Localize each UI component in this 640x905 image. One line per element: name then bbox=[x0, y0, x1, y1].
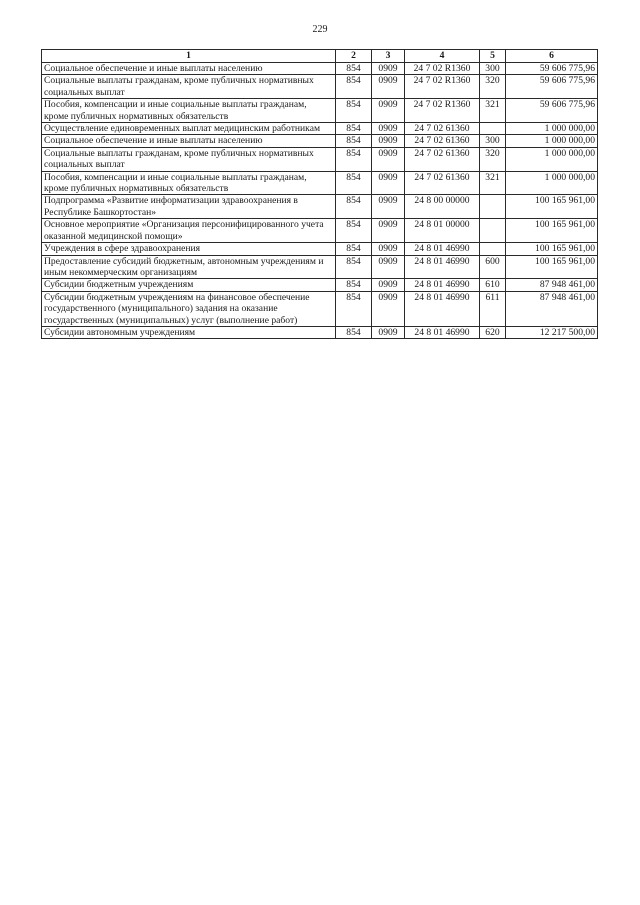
table-row bbox=[42, 291, 598, 326]
ministry-code-cell: 854 bbox=[336, 123, 372, 135]
section-code-cell: 0909 bbox=[372, 219, 405, 243]
table-header-row bbox=[42, 50, 598, 63]
target-article-cell: 24 7 02 R1360 bbox=[405, 75, 480, 99]
expense-type-cell: 321 bbox=[480, 99, 506, 123]
ministry-code-cell: 854 bbox=[336, 75, 372, 99]
item-name-cell: Социальное обеспечение и иные выплаты населению bbox=[42, 135, 336, 147]
item-name-cell: Субсидии бюджетным учреждениям на финансовое обеспечение государственного (муниципального) задания на оказание государственных (муниципальных) услуг (выполнение работ) bbox=[42, 291, 336, 326]
expense-type-cell bbox=[480, 195, 506, 219]
expense-type-cell: 320 bbox=[480, 147, 506, 171]
target-article-cell: 24 8 01 46990 bbox=[405, 255, 480, 279]
item-name-cell: Социальное обеспечение и иные выплаты населению bbox=[42, 63, 336, 75]
ministry-code-cell: 854 bbox=[336, 171, 372, 195]
section-code-cell: 0909 bbox=[372, 243, 405, 255]
expense-type-cell: 620 bbox=[480, 326, 506, 338]
target-article-cell: 24 7 02 R1360 bbox=[405, 63, 480, 75]
amount-cell: 1 000 000,00 bbox=[506, 135, 598, 147]
ministry-code-cell: 854 bbox=[336, 326, 372, 338]
amount-cell: 100 165 961,00 bbox=[506, 255, 598, 279]
ministry-code-cell: 854 bbox=[336, 135, 372, 147]
amount-cell: 59 606 775,96 bbox=[506, 75, 598, 99]
item-name-cell: Пособия, компенсации и иные социальные выплаты гражданам, кроме публичных нормативных обязательств bbox=[42, 171, 336, 195]
table-row bbox=[42, 171, 598, 195]
column-header: 2 bbox=[336, 50, 372, 63]
amount-cell: 87 948 461,00 bbox=[506, 291, 598, 326]
table-row bbox=[42, 135, 598, 147]
column-header: 3 bbox=[372, 50, 405, 63]
item-name-cell: Социальные выплаты гражданам, кроме публичных нормативных социальных выплат bbox=[42, 75, 336, 99]
amount-cell: 100 165 961,00 bbox=[506, 219, 598, 243]
amount-cell: 1 000 000,00 bbox=[506, 147, 598, 171]
target-article-cell: 24 7 02 61360 bbox=[405, 123, 480, 135]
section-code-cell: 0909 bbox=[372, 75, 405, 99]
item-name-cell: Пособия, компенсации и иные социальные выплаты гражданам, кроме публичных нормативных обязательств bbox=[42, 99, 336, 123]
table-row bbox=[42, 99, 598, 123]
section-code-cell: 0909 bbox=[372, 63, 405, 75]
item-name-cell: Социальные выплаты гражданам, кроме публичных нормативных социальных выплат bbox=[42, 147, 336, 171]
target-article-cell: 24 8 00 00000 bbox=[405, 195, 480, 219]
expense-type-cell bbox=[480, 219, 506, 243]
ministry-code-cell: 854 bbox=[336, 99, 372, 123]
amount-cell: 100 165 961,00 bbox=[506, 243, 598, 255]
expense-type-cell: 300 bbox=[480, 135, 506, 147]
table-row bbox=[42, 255, 598, 279]
ministry-code-cell: 854 bbox=[336, 255, 372, 279]
ministry-code-cell: 854 bbox=[336, 219, 372, 243]
ministry-code-cell: 854 bbox=[336, 147, 372, 171]
table-row bbox=[42, 75, 598, 99]
ministry-code-cell: 854 bbox=[336, 63, 372, 75]
column-header: 5 bbox=[480, 50, 506, 63]
section-code-cell: 0909 bbox=[372, 195, 405, 219]
expense-type-cell: 611 bbox=[480, 291, 506, 326]
page-number: 229 bbox=[312, 24, 328, 35]
item-name-cell: Учреждения в сфере здравоохранения bbox=[42, 243, 336, 255]
expense-type-cell: 610 bbox=[480, 279, 506, 291]
amount-cell: 1 000 000,00 bbox=[506, 123, 598, 135]
amount-cell: 87 948 461,00 bbox=[506, 279, 598, 291]
item-name-cell: Субсидии бюджетным учреждениям bbox=[42, 279, 336, 291]
item-name-cell: Предоставление субсидий бюджетным, автономным учреждениям и иным некоммерческим организациям bbox=[42, 255, 336, 279]
ministry-code-cell: 854 bbox=[336, 195, 372, 219]
budget-table bbox=[41, 49, 598, 339]
table-row bbox=[42, 195, 598, 219]
amount-cell: 59 606 775,96 bbox=[506, 99, 598, 123]
column-header: 6 bbox=[506, 50, 598, 63]
table-row bbox=[42, 279, 598, 291]
ministry-code-cell: 854 bbox=[336, 279, 372, 291]
expense-type-cell: 300 bbox=[480, 63, 506, 75]
ministry-code-cell: 854 bbox=[336, 243, 372, 255]
section-code-cell: 0909 bbox=[372, 279, 405, 291]
target-article-cell: 24 8 01 00000 bbox=[405, 219, 480, 243]
section-code-cell: 0909 bbox=[372, 326, 405, 338]
item-name-cell: Субсидии автономным учреждениям bbox=[42, 326, 336, 338]
amount-cell: 59 606 775,96 bbox=[506, 63, 598, 75]
expense-type-cell: 600 bbox=[480, 255, 506, 279]
section-code-cell: 0909 bbox=[372, 123, 405, 135]
target-article-cell: 24 7 02 R1360 bbox=[405, 99, 480, 123]
target-article-cell: 24 8 01 46990 bbox=[405, 291, 480, 326]
ministry-code-cell: 854 bbox=[336, 291, 372, 326]
expense-type-cell bbox=[480, 123, 506, 135]
column-header: 4 bbox=[405, 50, 480, 63]
table-row bbox=[42, 326, 598, 338]
target-article-cell: 24 7 02 61360 bbox=[405, 147, 480, 171]
table-row bbox=[42, 219, 598, 243]
section-code-cell: 0909 bbox=[372, 171, 405, 195]
target-article-cell: 24 8 01 46990 bbox=[405, 279, 480, 291]
item-name-cell: Осуществление единовременных выплат медицинским работникам bbox=[42, 123, 336, 135]
target-article-cell: 24 7 02 61360 bbox=[405, 135, 480, 147]
target-article-cell: 24 7 02 61360 bbox=[405, 171, 480, 195]
section-code-cell: 0909 bbox=[372, 147, 405, 171]
table-body bbox=[42, 63, 598, 339]
table-row bbox=[42, 243, 598, 255]
item-name-cell: Основное мероприятие «Организация персонифицированного учета оказанной медицинской помощи» bbox=[42, 219, 336, 243]
amount-cell: 1 000 000,00 bbox=[506, 171, 598, 195]
item-name-cell: Подпрограмма «Развитие информатизации здравоохранения в Республике Башкортостан» bbox=[42, 195, 336, 219]
table-row bbox=[42, 123, 598, 135]
section-code-cell: 0909 bbox=[372, 255, 405, 279]
target-article-cell: 24 8 01 46990 bbox=[405, 243, 480, 255]
expense-type-cell: 321 bbox=[480, 171, 506, 195]
column-header: 1 bbox=[42, 50, 336, 63]
target-article-cell: 24 8 01 46990 bbox=[405, 326, 480, 338]
section-code-cell: 0909 bbox=[372, 291, 405, 326]
expense-type-cell: 320 bbox=[480, 75, 506, 99]
table-row bbox=[42, 63, 598, 75]
section-code-cell: 0909 bbox=[372, 135, 405, 147]
section-code-cell: 0909 bbox=[372, 99, 405, 123]
amount-cell: 12 217 500,00 bbox=[506, 326, 598, 338]
expense-type-cell bbox=[480, 243, 506, 255]
amount-cell: 100 165 961,00 bbox=[506, 195, 598, 219]
table-row bbox=[42, 147, 598, 171]
